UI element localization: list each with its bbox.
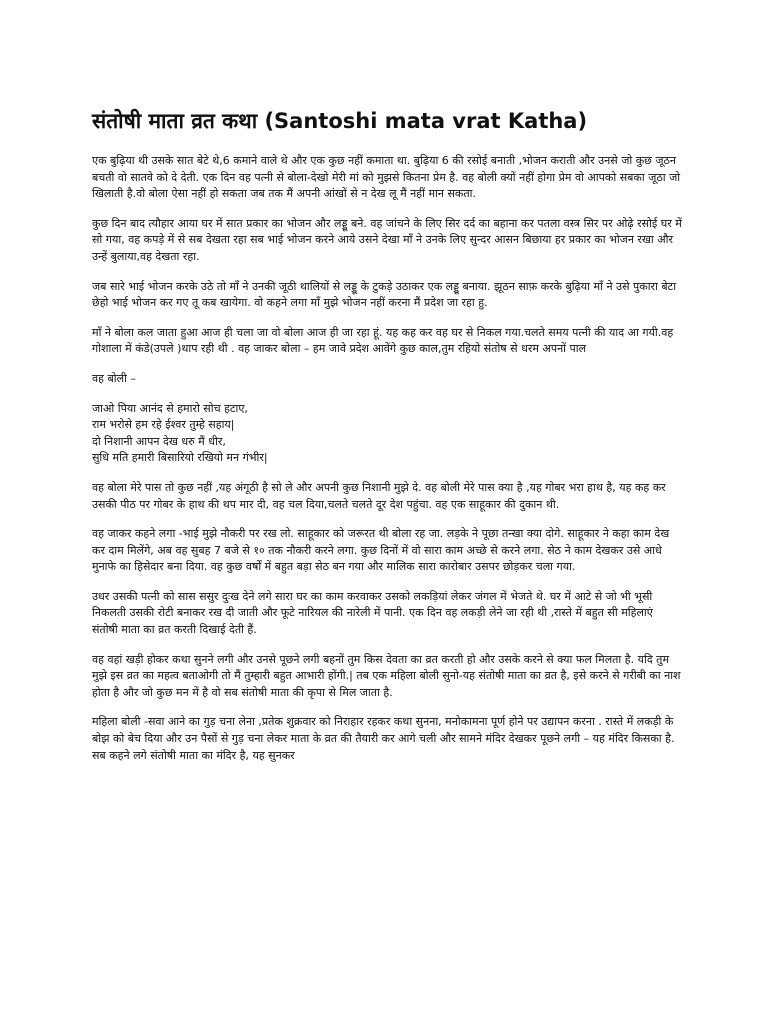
paragraph: उधर उसकी पत्नी को सास ससुर दुःख देने लगे सारा घर का काम करवाकर उसको लकड़ियां लेकर जंगल में भेजते थे. घर में आटे से जो भी भूसी निकलती उसकी रोटी बनाकर रख दी जाती और फूटे नारियल की नारेली में पानी. एक दिन वह लकड़ी लेने जा रही थी ,रास्ते में बहुत सी महिलाएं संतोषी माता का व्रत करती दिखाई देती हैं. [92, 589, 653, 637]
poem-block [92, 401, 682, 467]
poem-line: राम भरोसे हम रहे ईश्वर तुम्हे सहाय| [92, 418, 235, 432]
document-content [92, 106, 682, 777]
paragraph: वह जाकर कहने लगा -भाई मुझे नौकरी पर रख लो. साहूकार को जरूरत थी बोला रह जा. लड़के ने पूछा तन्खा क्या दोगे. साहूकार ने कहा काम देख कर दाम मिलेंगे, अब वह सुबह 7 बजे से १० तक नौकरी करने लगा. कुछ दिनों में वो सारा काम अच्छे से करने लगा. सेठ ने काम देखकर उसे आधे मुनाफे का हिसेदार बना दिया. वह कुछ वर्षों में बहुत बड़ा सेठ बन गया और मालिक सारा कारोबार उसपर छोड़कर चला गया. [92, 527, 670, 574]
paragraph: जब सारे भाई भोजन करके उठे तो माँ ने उनकी जूठी थालियों से लड्डू के टुकड़े उठाकर एक लड्डू बनाया. झूठन साफ़ करके बुढ़िया माँ ने उसे पुकारा बेटा छेहो भाई भोजन कर गए तू कब खायेगा. वो कहने लगा माँ मुझे भोजन नहीं करना मैं प्रदेश जा रहा हु. [92, 279, 677, 310]
paragraph: माँ ने बोला कल जाता हुआ आज ही चला जा वो बोला आज ही जा रहा हूं. यह कह कर वह घर से निकल गया.चलते समय पत्नी की याद आ गयी.वह गोशाला में कंडे(उपले )थाप रही थी . वह जाकर बोला – हम जावे प्रदेश आवेंगे कुछ काल,तुम रहियो संतोष से धरम अपनों पाल [92, 325, 674, 356]
poem-line: दो निशानी आपन देख धरु मैं धीर, [92, 434, 226, 448]
poem-line: जाओ पिया आनंद से हमारो सोच हटाए, [92, 401, 248, 415]
paragraph: वह बोली – [92, 371, 136, 385]
document-title: संतोषी माता व्रत कथा (Santoshi mata vrat Katha) [92, 109, 588, 133]
paragraph: वह वहां खड़ी होकर कथा सुनने लगी और उनसे पूछने लगी बहनों तुम किस देवता का व्रत करती हो और उसके करने से क्या फल मिलता है. यदि तुम मुझे इस व्रत का महत्व बताओगी तो मैं तुम्हारी बहुत आभारी होंगी.| तब एक महिला बोली सुनो-यह संतोषी माता का व्रत है, इसे करने से गरीबी का नाश होता है और जो कुछ मन में है वो सब संतोषी माता की कृपा से मिल जाता है. [92, 652, 681, 699]
poem-line: सुधि मति हमारी बिसारियो रखियो मन गंभीर| [92, 451, 268, 465]
paragraph: एक बुढ़िया थी उसके सात बेटे थे,6 कमाने वाले थे और एक कुछ नहीं कमाता था. बुढ़िया 6 की रसोई बनाती ,भोजन कराती और उनसे जो कुछ जूठन बचती वो सातवे को दे देती. एक दिन वह पत्नी से बोला-देखो मेरी मां को मुझसे कितना प्रेम है. वह बोली क्यों नहीं होगा प्रेम वो आपको सबका जूठा जो खिलाती है.वो बोला ऐसा नहीं हो सकता जब तक मैं अपनी आंखों से न देख लू मैं नहीं मान सकता. [92, 154, 681, 201]
paragraph: वह बोला मेरे पास तो कुछ नहीं ,यह अंगूठी है सो ले और अपनी कुछ निशानी मुझे दे. वह बोली मेरे पास क्या है ,यह गोबर भरा हाथ है, यह कह कर उसकी पीठ पर गोबर के हाथ की थप मार दी, वह चल दिया,चलते चलते दूर देश पहुंचा. वह एक साहूकार की दुकान थी. [92, 480, 666, 511]
paragraph: महिला बोली -सवा आने का गुड़ चना लेना ,प्रतेक शुक्रवार को निराहार रहकर कथा सुनना, मनोकामना पूर्ण होने पर उद्यापन करना . रास्ते में लकड़ी के बोझ को बेच दिया और उन पैसों से गुड़ चना लेकर माता के व्रत की तैयारी कर आगे चली और सामने मंदिर देखकर पूछने लगी – यह मंदिर किसका है. सब कहने लगे संतोषी माता का मंदिर है, यह सुनकर [92, 715, 675, 762]
paragraph: कुछ दिन बाद त्यौहार आया घर में सात प्रकार का भोजन और लड्डू बने. वह जांचने के लिए सिर दर्द का बहाना कर पतला वस्त्र सिर पर ओढ़े रसोई घर में सो गया, वह कपड़े में से सब देखता रहा सब भाई भोजन करने आये उसने देखा माँ ने उनके लिए सुन्दर आसन बिछाया हर प्रकार का भोजन रखा और उन्हें बुलाया,वह देखता रहा. [92, 216, 682, 263]
